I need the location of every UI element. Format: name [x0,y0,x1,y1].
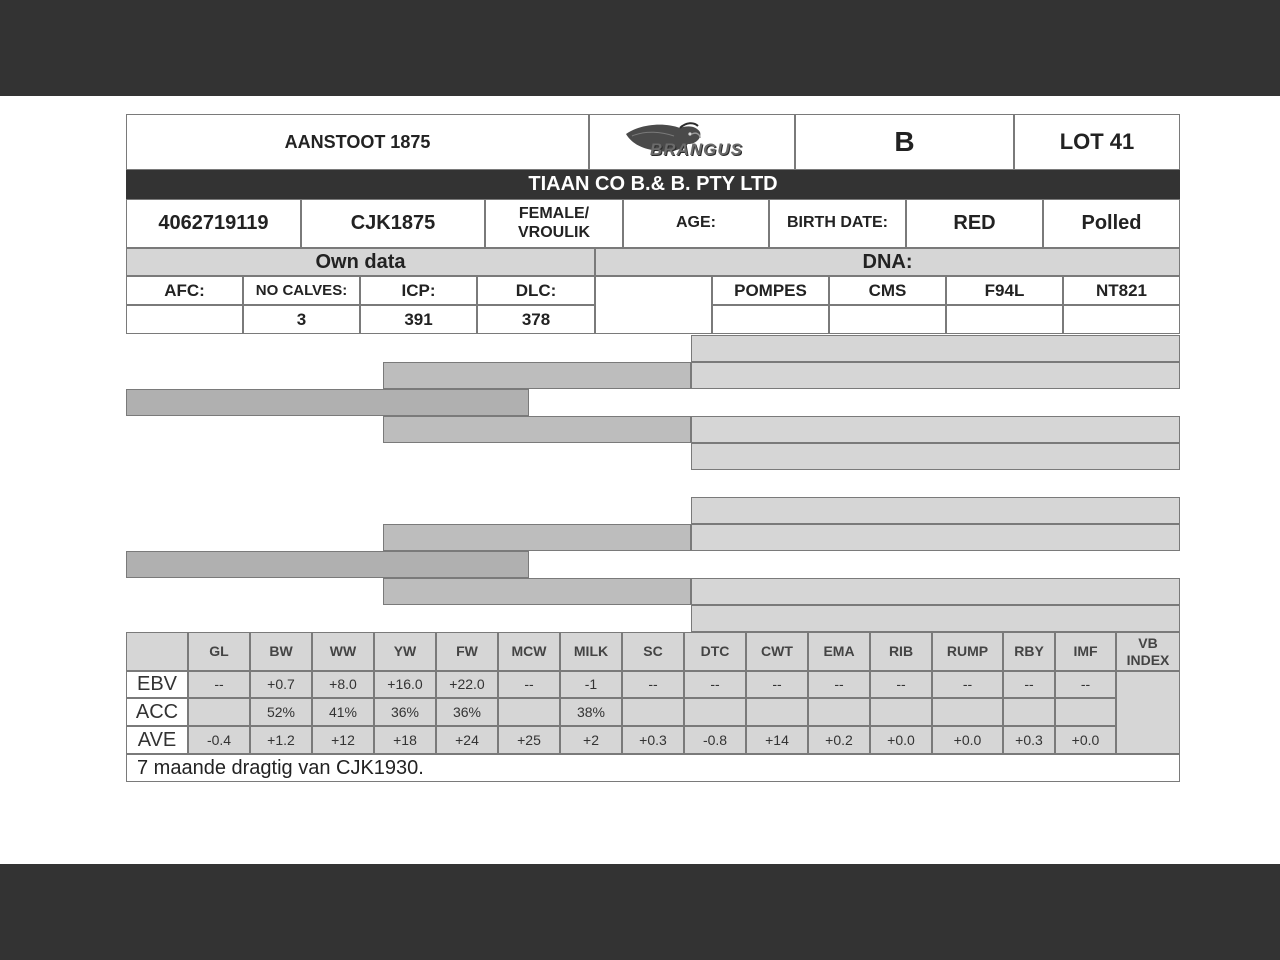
ebv-table-cell: -- [746,671,808,698]
pedigree-sire-dam-sire [691,416,1180,443]
ebv-column-header: YW [374,632,436,671]
dna-value-f94l [946,305,1063,334]
ebv-table-cell: 41% [312,698,374,726]
ebv-table-cell [622,698,684,726]
ebv-table-cell [870,698,932,726]
ebv-table-cell: -- [932,671,1003,698]
sex-label-en: FEMALE/ [518,205,590,223]
brangus-logo-text: BRANGUS [650,140,743,159]
id-number: 4062719119 [126,199,301,248]
own-data-value-no-calves: 3 [243,305,360,334]
vb-index-value [1116,671,1180,754]
ebv-table-cell: +16.0 [374,671,436,698]
ebv-column-header: RUMP [932,632,1003,671]
ebv-table-cell [1055,698,1116,726]
dna-header-nt821: NT821 [1063,276,1180,305]
ebv-table-cell: +8.0 [312,671,374,698]
ebv-corner-cell [126,632,188,671]
ebv-column-header: EMA [808,632,870,671]
vb-index-header-line2: INDEX [1126,651,1170,668]
age-label: AGE: [623,199,769,248]
own-data-title: Own data [126,248,595,276]
ebv-column-header: SC [622,632,684,671]
dna-header-cms: CMS [829,276,946,305]
dna-header-f94l: F94L [946,276,1063,305]
ebv-table-cell: -- [808,671,870,698]
color-value: RED [906,199,1043,248]
ebv-column-header: GL [188,632,250,671]
ebv-table-cell: 52% [250,698,312,726]
ebv-table-cell: 36% [436,698,498,726]
ebv-table-cell [188,698,250,726]
ebv-table-cell: 38% [560,698,622,726]
dna-value-pompes [712,305,829,334]
pedigree-sire [126,389,529,416]
sex-cell [485,199,623,248]
ebv-table-cell: +18 [374,726,436,754]
vb-index-header [1116,632,1180,671]
own-data-value-dlc: 378 [477,305,595,334]
dna-title: DNA: [595,248,1180,276]
ebv-table-cell: -- [684,671,746,698]
ebv-column-header: IMF [1055,632,1116,671]
ebv-table-cell: -0.4 [188,726,250,754]
ebv-table-cell: +12 [312,726,374,754]
dna-spacer-cell [595,276,712,334]
dna-value-cms [829,305,946,334]
tag-number: CJK1875 [301,199,485,248]
vb-index-header-line1: VB [1138,635,1158,652]
ebv-table-cell: +0.0 [932,726,1003,754]
own-data-header-dlc: DLC: [477,276,595,305]
grade-letter: B [795,114,1014,170]
ebv-table-cell: +0.2 [808,726,870,754]
pedigree-sire-dam [383,416,691,443]
ebv-table-cell: -0.8 [684,726,746,754]
ebv-table-cell [746,698,808,726]
ebv-table-cell: +0.0 [1055,726,1116,754]
ebv-table-cell: +2 [560,726,622,754]
top-letterbox-band [0,0,1280,96]
ebv-column-header: CWT [746,632,808,671]
ebv-table-cell: -- [498,671,560,698]
dna-header-pompes: POMPES [712,276,829,305]
ebv-table-cell: +0.0 [870,726,932,754]
sex-label-af: VROULIK [518,223,590,241]
ebv-table-cell: +22.0 [436,671,498,698]
pedigree-dam-dam [383,578,691,605]
dna-value-nt821 [1063,305,1180,334]
ebv-table-cell [932,698,1003,726]
ebv-column-header: WW [312,632,374,671]
ebv-table-cell: -- [870,671,932,698]
ebv-table-cell: -- [1055,671,1116,698]
pedigree-dam-sire-sire [691,497,1180,524]
ebv-table-cell: +0.7 [250,671,312,698]
own-data-header-no-calves: NO CALVES: [243,276,360,305]
ebv-table-cell: +24 [436,726,498,754]
ebv-table-cell [1003,698,1055,726]
ebv-column-header: MILK [560,632,622,671]
ebv-column-header: FW [436,632,498,671]
ebv-column-header: DTC [684,632,746,671]
ebv-column-header: RBY [1003,632,1055,671]
ebv-table-cell [808,698,870,726]
ebv-row-label: EBV [126,671,188,698]
ebv-table-cell: -- [622,671,684,698]
owner-banner: TIAAN CO B.& B. PTY LTD [126,170,1180,199]
ebv-table-cell [684,698,746,726]
own-data-header-icp: ICP: [360,276,477,305]
pedigree-dam-dam-dam [691,605,1180,632]
ebv-column-header: BW [250,632,312,671]
ebv-table-cell: +1.2 [250,726,312,754]
ebv-column-header: RIB [870,632,932,671]
animal-name: AANSTOOT 1875 [126,114,589,170]
ebv-table-cell: 36% [374,698,436,726]
ebv-table-cell [498,698,560,726]
lot-number: LOT 41 [1014,114,1180,170]
pedigree-dam [126,551,529,578]
ebv-column-header: MCW [498,632,560,671]
bottom-letterbox-band [0,864,1280,960]
ebv-table-cell: +14 [746,726,808,754]
pedigree-dam-sire [383,524,691,551]
own-data-value-icp: 391 [360,305,477,334]
brangus-logo [589,114,795,170]
ebv-table-cell: -- [1003,671,1055,698]
ebv-table-cell: +0.3 [622,726,684,754]
ebv-table-cell: -1 [560,671,622,698]
pedigree-sire-sire-dam [691,362,1180,389]
own-data-header-afc: AFC: [126,276,243,305]
ebv-table-cell: +0.3 [1003,726,1055,754]
pedigree-dam-dam-sire [691,578,1180,605]
ebv-row-label: ACC [126,698,188,726]
pedigree-sire-dam-dam [691,443,1180,470]
horn-status: Polled [1043,199,1180,248]
birth-date-label: BIRTH DATE: [769,199,906,248]
pedigree-sire-sire [383,362,691,389]
pedigree-sire-sire-sire [691,335,1180,362]
pedigree-dam-sire-dam [691,524,1180,551]
ebv-table-cell: -- [188,671,250,698]
ebv-table-cell: +25 [498,726,560,754]
remarks: 7 maande dragtig van CJK1930. [126,754,1180,782]
ebv-row-label: AVE [126,726,188,754]
own-data-value-afc [126,305,243,334]
